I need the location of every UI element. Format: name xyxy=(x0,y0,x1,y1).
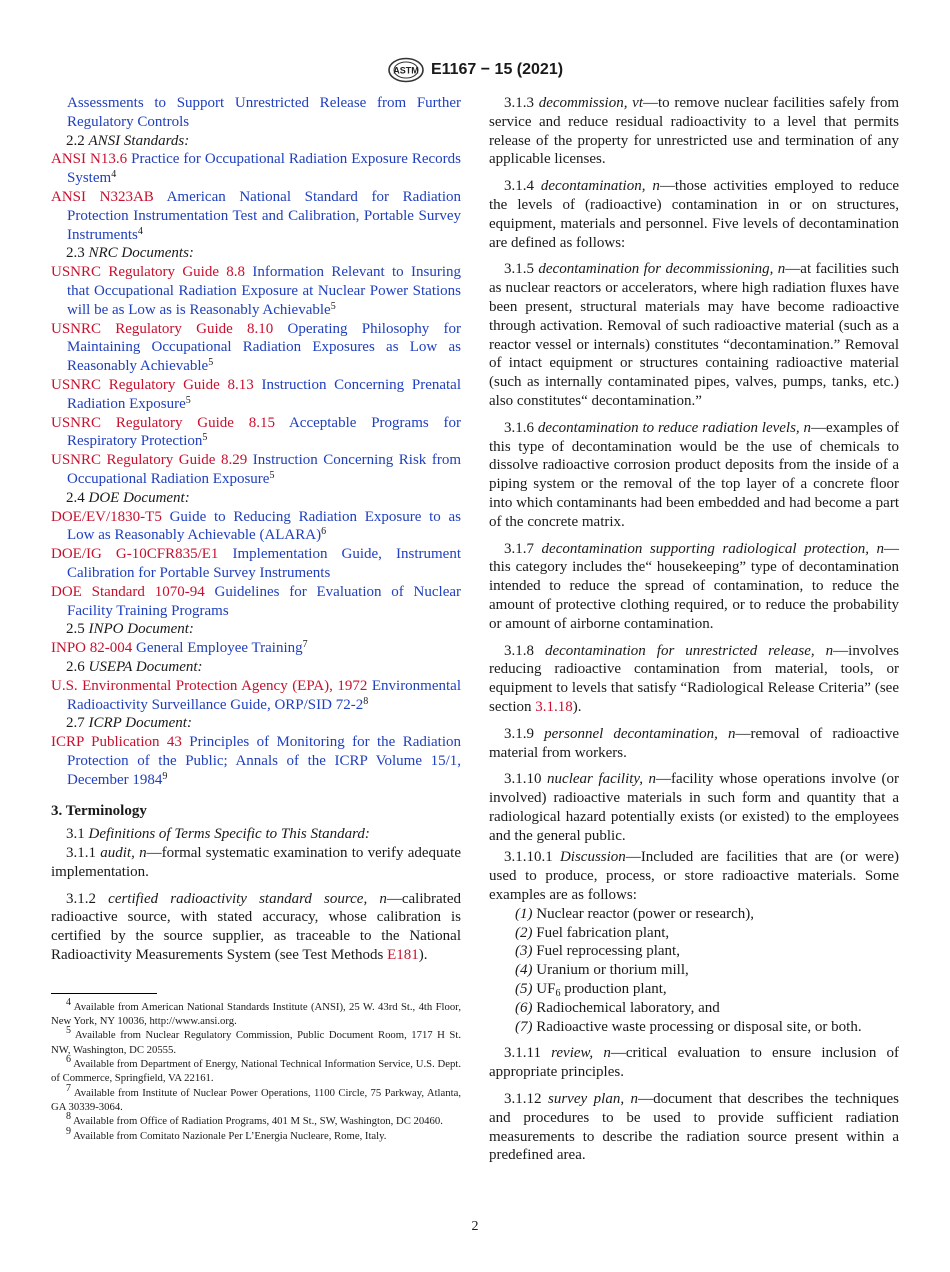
footnote-text: Available from Office of Radiation Programs, 401 M St., SW, Washington, DC 20460. xyxy=(71,1115,443,1128)
reference-entry xyxy=(51,677,461,715)
discussion-nuclear-facility: 3.1.10.1 Discussion—Included are facilities that are (or were) used to produce, process, or store radioactive materials. Some examples are as follows: xyxy=(489,849,899,904)
subscript: 6 xyxy=(555,988,561,1000)
list-item-number: (2) xyxy=(515,924,533,941)
reference-entry xyxy=(51,414,461,452)
footnote-number: 4 xyxy=(66,996,71,1008)
list-item xyxy=(515,924,899,943)
definition-decon-radiation-levels: 3.1.6 decontamination to reduce radiation levels, n—examples of this type of decontamination would be the use of chemicals to dissolve radioactive corrosion product deposits from the inside of a piping system or the removal of the top layer of a concrete floor into which contaminants had been embedded and had become a part of the concrete matrix. xyxy=(489,419,899,530)
list-item xyxy=(515,1018,899,1037)
footnotes xyxy=(51,996,461,1143)
footnote-marker: 4 xyxy=(111,169,117,181)
link-e181[interactable]: E181 xyxy=(387,947,419,964)
definition-decon-decommissioning: 3.1.5 decontamination for decommissioning, n—at facilities such as nuclear reactors or accelerators, where high radiation fluxes have been present, structural materials may have become radioactive through activation. Removal of such radioactive material (such as a reactor vessel or internals) constitutes “decontamination.” Removal of intact equipment or structures containing radioactive material (such as internally contaminated pipes, valves, pumps, tanks, etc.) also constitutes“ decontamination.” xyxy=(489,261,900,409)
footnote-marker: 7 xyxy=(302,639,308,651)
reference-title[interactable]: Guide to Reducing Radiation Exposure to as Low as Reasonably Achievable (ALARA) xyxy=(67,508,462,544)
section-2-4: 2.4 DOE Document: xyxy=(66,489,190,506)
reference-title[interactable]: Implementation Guide, Instrument Calibration for Portable Survey Instruments xyxy=(67,546,461,581)
reference-entry xyxy=(51,376,461,414)
list-item xyxy=(515,961,899,980)
list-item-text: Nuclear reactor (power or research), xyxy=(536,905,755,922)
page-number: 2 xyxy=(471,1219,479,1234)
footnote-marker: 5 xyxy=(202,432,208,444)
list-item xyxy=(515,999,899,1018)
reference-title[interactable]: Practice for Occupational Radiation Exposure Records System xyxy=(67,151,462,187)
list-item-text: Radiochemical laboratory, and xyxy=(536,999,720,1016)
section-2-5: 2.5 INPO Document: xyxy=(66,621,194,638)
reference-code[interactable]: USNRC Regulatory Guide 8.8 xyxy=(51,264,246,281)
definition-audit: 3.1.1 audit, n—formal systematic examination to verify adequate implementation. xyxy=(51,845,461,880)
svg-text:ASTM: ASTM xyxy=(393,65,419,76)
footnote-text: Available from Department of Energy, National Technical Information Service, U.S. Dept. of Commerce, Springfield, VA 22161. xyxy=(51,1058,461,1085)
reference-entry xyxy=(51,508,461,546)
reference-code[interactable]: DOE Standard 1070-94 xyxy=(51,583,205,600)
reference-title[interactable]: Instruction Concerning Prenatal Radiation Exposure xyxy=(67,376,462,412)
reference-code[interactable]: USNRC Regulatory Guide 8.15 xyxy=(51,414,275,431)
list-item xyxy=(515,980,899,999)
list-item-number: (1) xyxy=(515,905,533,922)
reference-entry xyxy=(51,451,461,489)
reference-title[interactable]: Operating Philosophy for Maintaining Occupational Radiation Exposures as Low as Reasonably Achievable xyxy=(67,320,462,375)
reference-code[interactable]: USNRC Regulatory Guide 8.29 xyxy=(51,452,248,469)
footnote-marker: 5 xyxy=(185,394,191,406)
page-header xyxy=(0,57,950,83)
reference-entry xyxy=(51,639,461,658)
list-item xyxy=(515,942,899,961)
reference-code[interactable]: USNRC Regulatory Guide 8.10 xyxy=(51,320,274,337)
section-2-7: 2.7 ICRP Document: xyxy=(66,715,192,732)
list-item-number: (6) xyxy=(515,999,533,1016)
footnote-marker: 5 xyxy=(208,357,214,369)
reference-title[interactable]: American National Standard for Radiation Protection Instrumentation Test and Calibration, Portable Survey Instruments xyxy=(67,188,461,243)
footnote xyxy=(51,1125,461,1143)
reference-entry xyxy=(51,188,461,244)
list-item-number: (7) xyxy=(515,1018,533,1035)
definition-review: 3.1.11 review, n—critical evaluation to ensure inclusion of appropriate principles. xyxy=(489,1045,899,1081)
reference-title[interactable]: General Employee Training xyxy=(136,640,303,657)
definition-decon-radiological-protection: 3.1.7 decontamination supporting radiological protection, n—this category includes the“ housekeeping” type of decontamination intended to reduce the spread of contamination, to reduce the amount of protective clothing required, or to reduce the probability or amount of airborne contamination. xyxy=(489,540,899,632)
list-item-number: (4) xyxy=(515,962,533,979)
reference-code[interactable]: DOE/EV/1830-T5 xyxy=(51,508,162,525)
definition-decontamination: 3.1.4 decontamination, n—those activities employed to reduce the levels of (radioactive) contamination in or on structures, equipment, materials and personnel. Five levels of decontamination are defined as follows: xyxy=(489,178,899,251)
reference-code[interactable]: ANSI N13.6 xyxy=(51,151,128,168)
reference-title[interactable]: Guidelines for Evaluation of Nuclear Facility Training Programs xyxy=(67,583,462,619)
list-item-text: Uranium or thorium mill, xyxy=(536,962,689,979)
list-item-text: Radioactive waste processing or disposal site, or both. xyxy=(536,1018,862,1035)
reference-code[interactable]: DOE/IG G-10CFR835/E1 xyxy=(51,546,219,563)
list-item-number: (5) xyxy=(515,981,533,998)
inpo-reference-list xyxy=(51,639,461,658)
section-3-1: 3.1 Definitions of Terms Specific to This Standard: xyxy=(66,826,370,843)
reference-title[interactable]: Acceptable Programs for Respiratory Protection xyxy=(67,414,461,450)
reference-code[interactable]: USNRC Regulatory Guide 8.13 xyxy=(51,376,254,393)
section-2-6: 2.6 USEPA Document: xyxy=(66,658,203,675)
list-item-text: Fuel fabrication plant, xyxy=(536,924,670,941)
definition-survey-plan: 3.1.12 survey plan, n—document that describes the techniques and procedures to be used to provide sufficient radiation measurements to describe the radiation source present within a predefined area. xyxy=(489,1091,899,1164)
footnote-number: 9 xyxy=(66,1125,71,1137)
footnote xyxy=(51,1082,461,1115)
footnote-number: 6 xyxy=(66,1054,71,1066)
reference-entry xyxy=(51,320,461,376)
footnote-marker: 9 xyxy=(162,770,168,782)
footnote-marker: 8 xyxy=(363,695,369,707)
icrp-reference-list xyxy=(51,733,461,789)
reference-entry xyxy=(51,150,461,188)
footnote xyxy=(51,1054,461,1086)
footnote xyxy=(51,996,461,1029)
ref-continued-title[interactable]: Assessments to Support Unrestricted Release from Further Regulatory Controls xyxy=(67,95,461,130)
terminology-heading: 3. Terminology xyxy=(51,803,147,820)
doe-reference-list xyxy=(51,508,461,621)
epa-reference-list xyxy=(51,677,461,715)
footnote-marker: 4 xyxy=(137,225,143,237)
reference-entry xyxy=(51,583,461,621)
footnote-marker: 5 xyxy=(269,469,275,481)
reference-code[interactable]: ICRP Publication 43 xyxy=(51,734,182,751)
reference-entry xyxy=(51,545,461,583)
footnote-marker: 5 xyxy=(330,300,336,312)
footnote-number: 7 xyxy=(66,1082,71,1094)
definition-personnel-decon: 3.1.9 personnel decontamination, n—removal of radioactive material from workers. xyxy=(489,725,899,761)
list-item-number: (3) xyxy=(515,943,533,960)
ansi-reference-list xyxy=(51,150,461,244)
reference-code[interactable]: INPO 82-004 xyxy=(51,640,133,657)
list-item-text: Fuel reprocessing plant, xyxy=(536,943,680,960)
definition-certified-source: 3.1.2 certified radioactivity standard source, n—calibrated radioactive source, with stated accuracy, whose calibration is certified by the source supplier, as traceable to the National Radioactivity Measurements System (see Test Methods E181). xyxy=(51,890,461,964)
reference-title[interactable]: Information Relevant to Insuring that Occupational Radiation Exposure at Nuclear Power Stations will be as Low as is Reasonably Achievable xyxy=(67,264,461,318)
reference-entry xyxy=(51,263,461,319)
footnote-number: 5 xyxy=(66,1025,71,1037)
facility-example-list xyxy=(489,905,899,1037)
section-2-3: 2.3 NRC Documents: xyxy=(66,245,194,262)
reference-title[interactable]: Environmental Radioactivity Surveillance Guide, ORP/SID 72-2 xyxy=(67,677,462,713)
footnote-text: Available from American National Standards Institute (ANSI), 25 W. 43rd St., 4th Floor, New York, NY 10036, http://www.ansi.org. xyxy=(51,1000,461,1028)
list-item xyxy=(515,905,899,924)
footnote-text: Available from Comitato Nazionale Per L’Energia Nucleare, Rome, Italy. xyxy=(71,1129,387,1142)
footnote-marker: 6 xyxy=(321,526,327,538)
footnote-divider xyxy=(51,993,157,994)
link-3-1-18[interactable]: 3.1.18 xyxy=(535,698,573,715)
reference-entry xyxy=(51,733,461,789)
list-item-text: UF xyxy=(536,981,556,998)
reference-code[interactable]: U.S. Environmental Protection Agency (EPA), 1972 xyxy=(51,677,368,694)
list-item-text-rest: production plant, xyxy=(560,981,667,998)
definition-decommission: 3.1.3 decommission, vt—to remove nuclear facilities safely from service and reduce residual radioactivity to a level that permits release of the property for unrestricted use and termination of any applicable licenses. xyxy=(489,95,899,168)
standard-designation: E1167 − 15 (2021) xyxy=(430,61,564,78)
reference-title[interactable]: Principles of Monitoring for the Radiation Protection of the Public; Annals of the ICRP Volume 15/1, December 1984 xyxy=(67,734,462,788)
footnote xyxy=(51,1111,461,1128)
definition-nuclear-facility: 3.1.10 nuclear facility, n—facility whose operations involve (or involved) radioactive materials in such form and quantity that a radiological hazard potentially exists (or existed) to the employees and the general public. xyxy=(489,771,899,844)
reference-title[interactable]: Instruction Concerning Risk from Occupational Radiation Exposure xyxy=(67,452,462,487)
footnote-number: 8 xyxy=(66,1111,71,1123)
footnote-text: Available from Institute of Nuclear Power Operations, 1100 Circle, 75 Parkway, Atlanta, GA 30339-3064. xyxy=(51,1086,461,1113)
footnote xyxy=(51,1025,461,1057)
definition-decon-unrestricted-release: 3.1.8 decontamination for unrestricted release, n—involves reducing radioactive contamination from material, tools, or equipment to levels that satisfy “Radiological Release Criteria” (see section 3.1.18). xyxy=(489,642,900,715)
right-column xyxy=(489,94,899,1173)
nrc-reference-list xyxy=(51,263,461,489)
section-2-2: 2.2 ANSI Standards: xyxy=(66,132,190,149)
reference-code[interactable]: ANSI N323AB xyxy=(51,188,154,205)
footnote-text: Available from Nuclear Regulatory Commission, Public Document Room, 1717 H St. NW, Washington, DC 20555. xyxy=(51,1029,461,1056)
left-column xyxy=(51,94,461,1143)
astm-logo-icon xyxy=(387,57,425,83)
